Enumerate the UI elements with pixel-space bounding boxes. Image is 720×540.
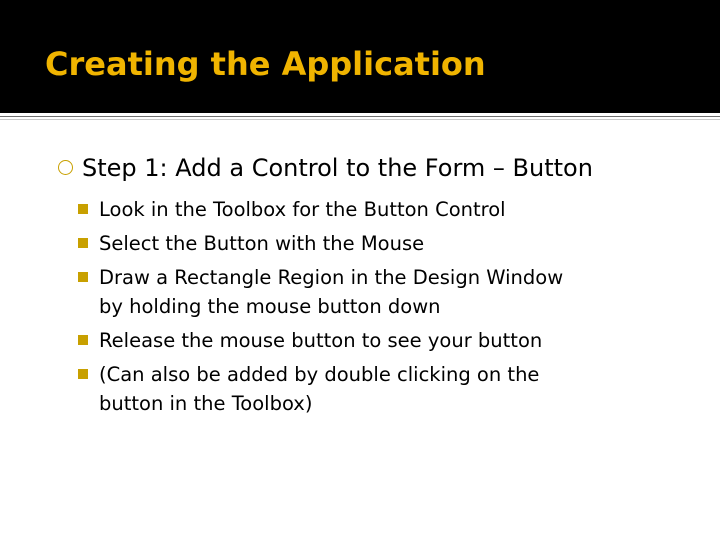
list-item	[78, 326, 678, 355]
title-divider-dark	[0, 116, 720, 117]
list-item-text: Select the Button with the Mouse	[99, 232, 425, 255]
square-bullet-icon	[78, 272, 88, 282]
circle-bullet-icon	[58, 160, 73, 175]
list-item-text-line-1: Draw a Rectangle Region in the Design Window	[99, 266, 564, 289]
level1-bullet-item	[58, 150, 593, 186]
list-item	[78, 229, 678, 258]
list-item-text: Look in the Toolbox for the Button Control	[99, 198, 506, 221]
square-bullet-icon	[78, 369, 88, 379]
title-divider-light	[0, 119, 720, 120]
list-item-text-line-1: (Can also be added by double clicking on the	[99, 363, 540, 386]
list-item	[78, 360, 678, 418]
square-bullet-icon	[78, 238, 88, 248]
list-item	[78, 195, 678, 224]
title-band	[0, 0, 720, 113]
slide-title: Creating the Application	[45, 45, 486, 83]
square-bullet-icon	[78, 204, 88, 214]
list-item-text: Release the mouse button to see your button	[99, 329, 543, 352]
level1-text: Step 1: Add a Control to the Form – Button	[82, 154, 593, 182]
list-item-text-line-2: button in the Toolbox)	[99, 392, 313, 415]
square-bullet-icon	[78, 335, 88, 345]
list-item	[78, 263, 678, 321]
sub-bullet-list	[78, 195, 678, 423]
list-item-text-line-2: by holding the mouse button down	[99, 295, 441, 318]
